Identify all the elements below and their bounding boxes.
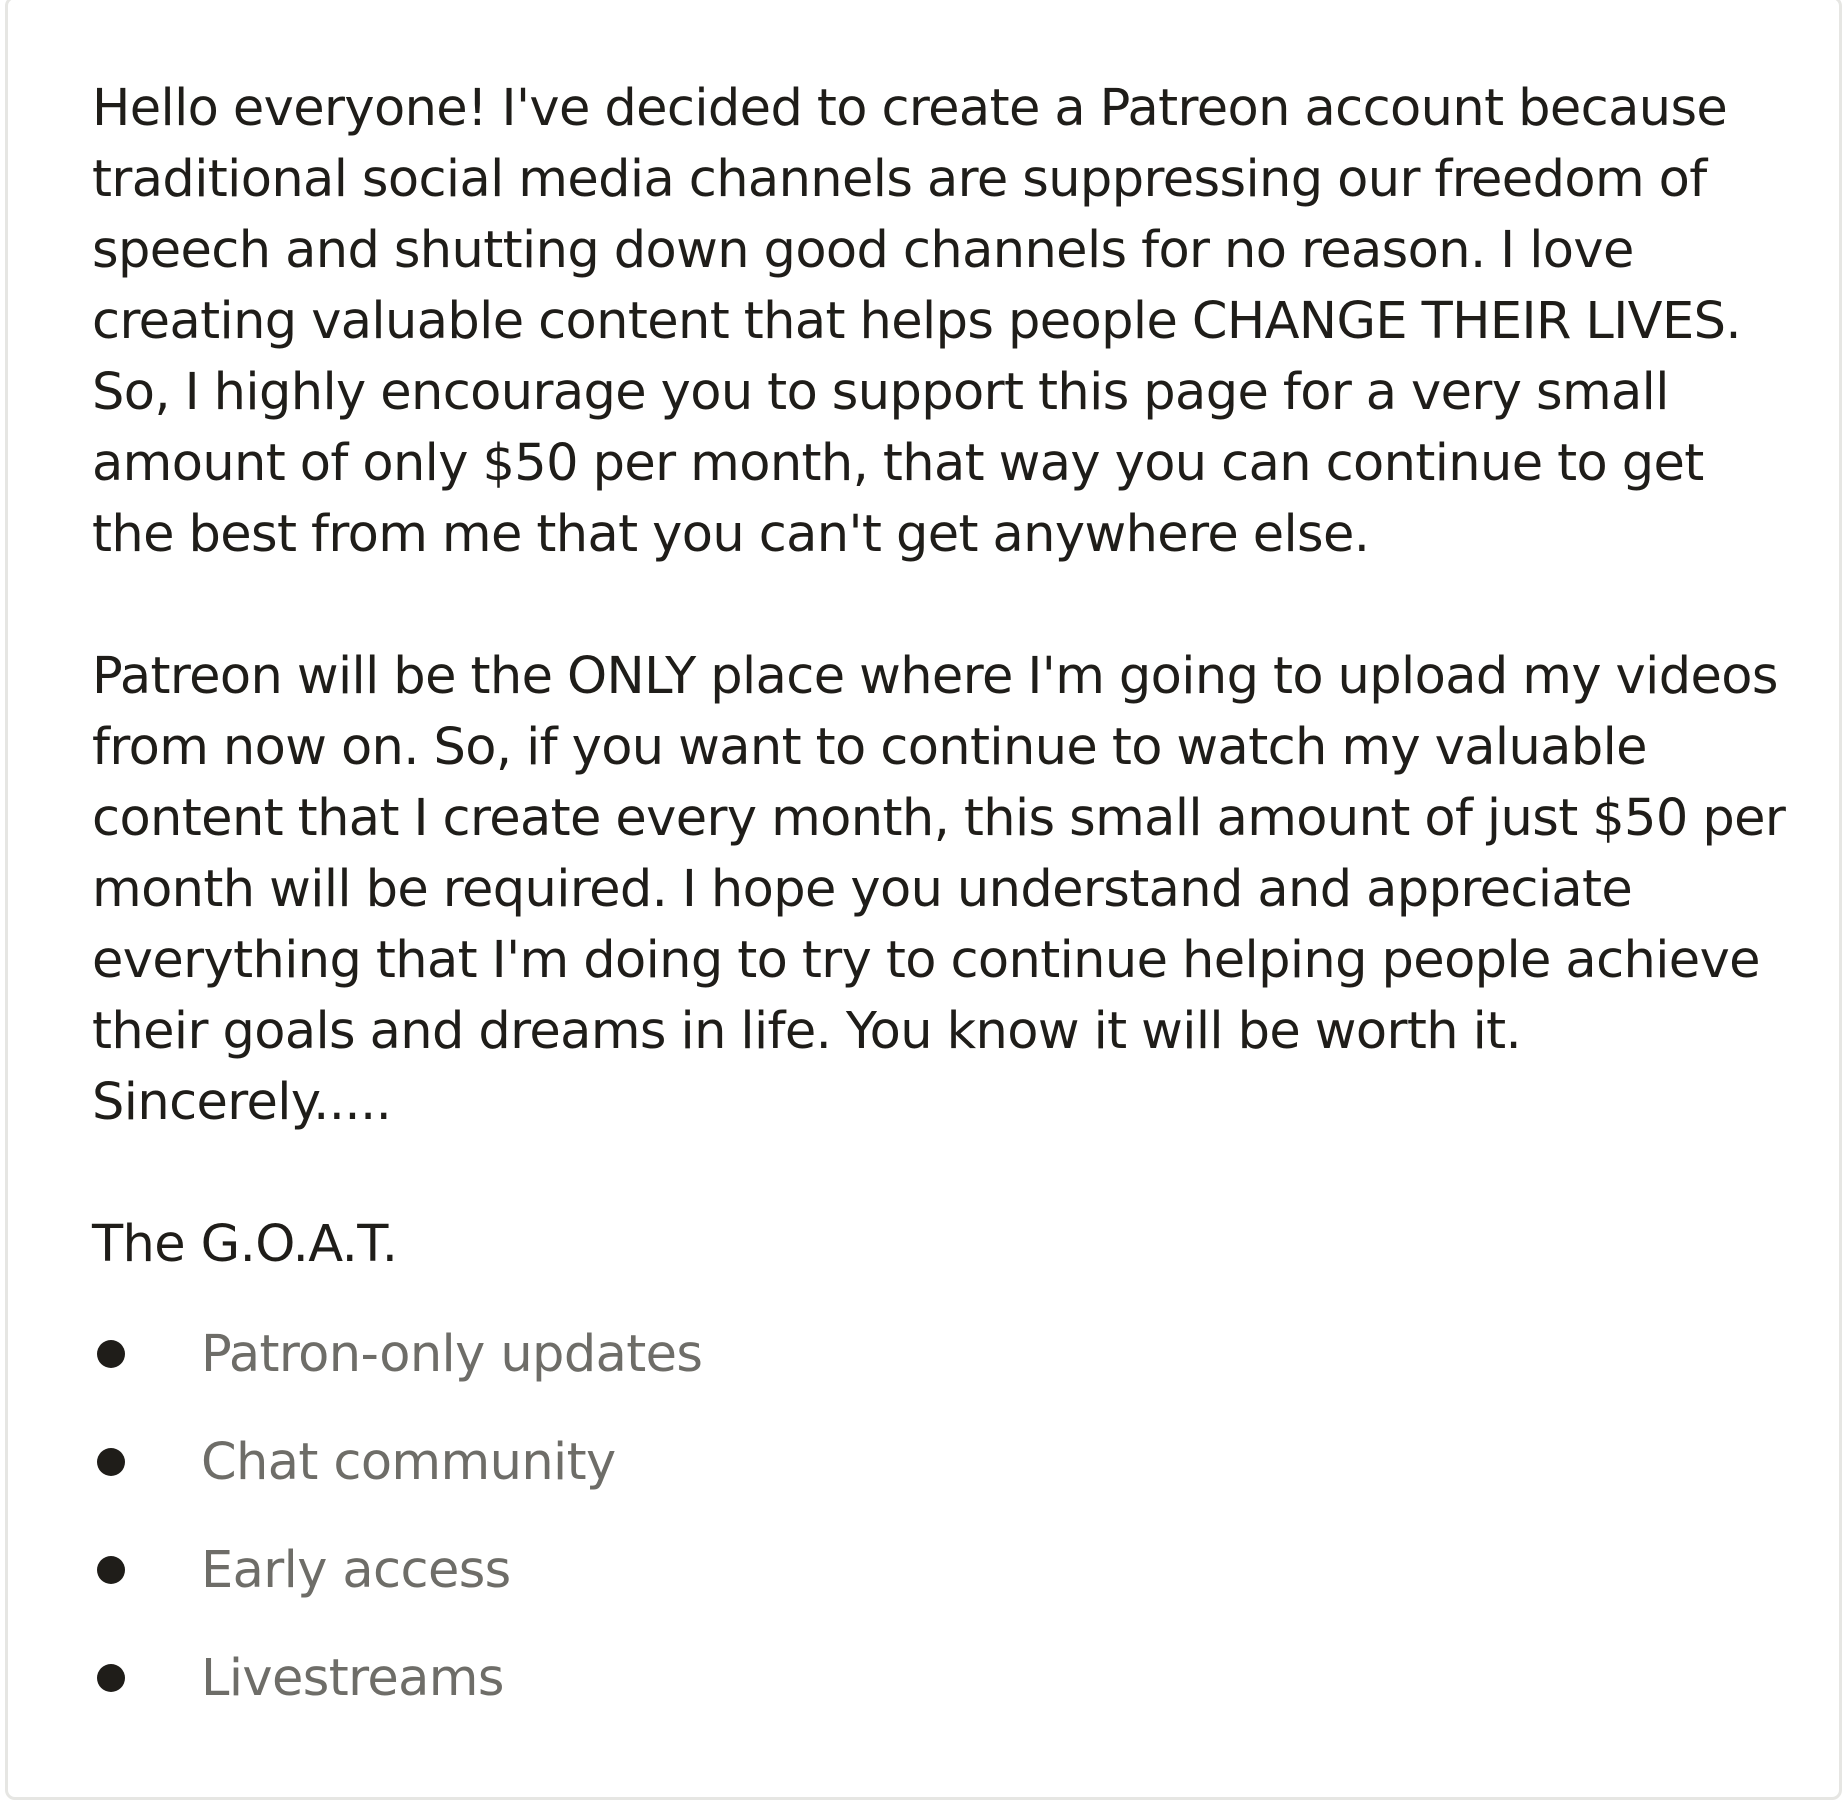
description-paragraph-1: Hello everyone! I've decided to create a Patreon account because traditional social media channels are suppressing our freedom of speech and shutting down good channels for no reason. I love creating valuable content that helps people CHANGE THEIR LIVES. So, I highly encourage you to support this page for a very small amount of only $50 per month, that way you can continue to get the best from me that you can't get anywhere else.	[92, 79, 1741, 564]
benefit-label: Early access	[201, 1540, 511, 1600]
bullet-icon	[97, 1664, 125, 1692]
description-paragraph-2-text: Patreon will be the ONLY place where I'm going to upload my videos from now on. So, if you want to continue to watch my valuable content that I create every month, this small amount of just $50 per month will be required. I hope you understand and appreciate everything that I'm doing to try to continue helping people achieve their goals and dreams in life. You know it will be worth it.	[92, 647, 1786, 1061]
benefit-item-early-access	[92, 1516, 1792, 1624]
benefit-item-patron-only-updates	[92, 1300, 1792, 1408]
signature-text: The G.O.A.T.	[92, 1215, 398, 1274]
bullet-icon	[97, 1448, 125, 1476]
tier-description-card	[5, 0, 1842, 1800]
tier-description-content	[92, 73, 1792, 1732]
benefit-item-livestreams	[92, 1624, 1792, 1732]
description-paragraph-2	[92, 641, 1792, 1138]
signoff-text: Sincerely.....	[92, 1073, 392, 1132]
benefit-item-chat-community	[92, 1408, 1792, 1516]
benefit-label: Patron-only updates	[201, 1324, 703, 1384]
bullet-icon	[97, 1340, 125, 1368]
benefit-label: Chat community	[201, 1432, 616, 1492]
benefit-label: Livestreams	[201, 1648, 504, 1708]
benefits-list	[92, 1300, 1792, 1732]
bullet-icon	[97, 1556, 125, 1584]
